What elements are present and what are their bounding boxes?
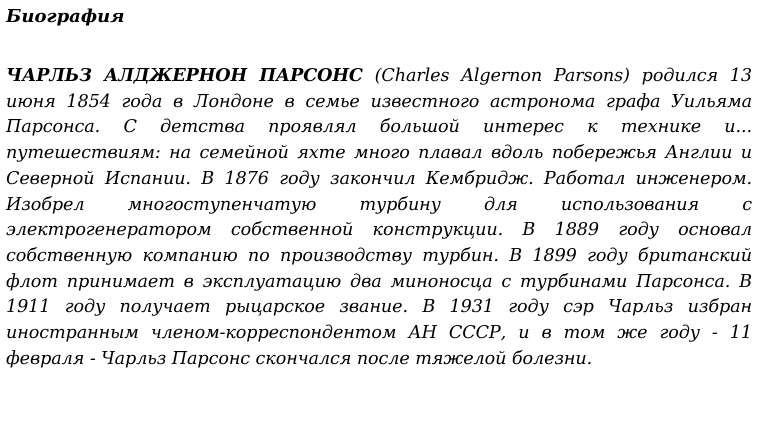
biography-text: родился 13 июня 1854 года в Лондоне в семье известного астронома графа Уильяма Парсонса. С детства проявлял большой интерес к технике и... путешествиям: на семейной яхте много плавал вдоль побережья Англии и Северной Испании. В 1876 году закончил Кембридж. Работал инженером. Изобрел многоступенчатую турбину для использования с электрогенератором собственной конструкции. В 1889 году основал собственную компанию по производству турбин. В 1899 году британский флот принимает в эксплуатацию два миноносца с турбинами Парсонса. В 1911 году получает рыцарское звание. В 1931 году сэр Чарльз избран иностранным членом-корреспондентом АН СССР, и в том же году - 11 февраля - Чарльз Парсонс скончался после тяжелой болезни.: [6, 66, 752, 369]
section-heading: Биография: [6, 6, 125, 27]
person-name-russian: ЧАРЛЬЗ АЛДЖЕРНОН ПАРСОНС: [6, 65, 363, 86]
person-name-english: (Charles Algernon Parsons): [374, 66, 630, 86]
document-page: [6, 4, 752, 372]
biography-paragraph: [6, 63, 752, 372]
